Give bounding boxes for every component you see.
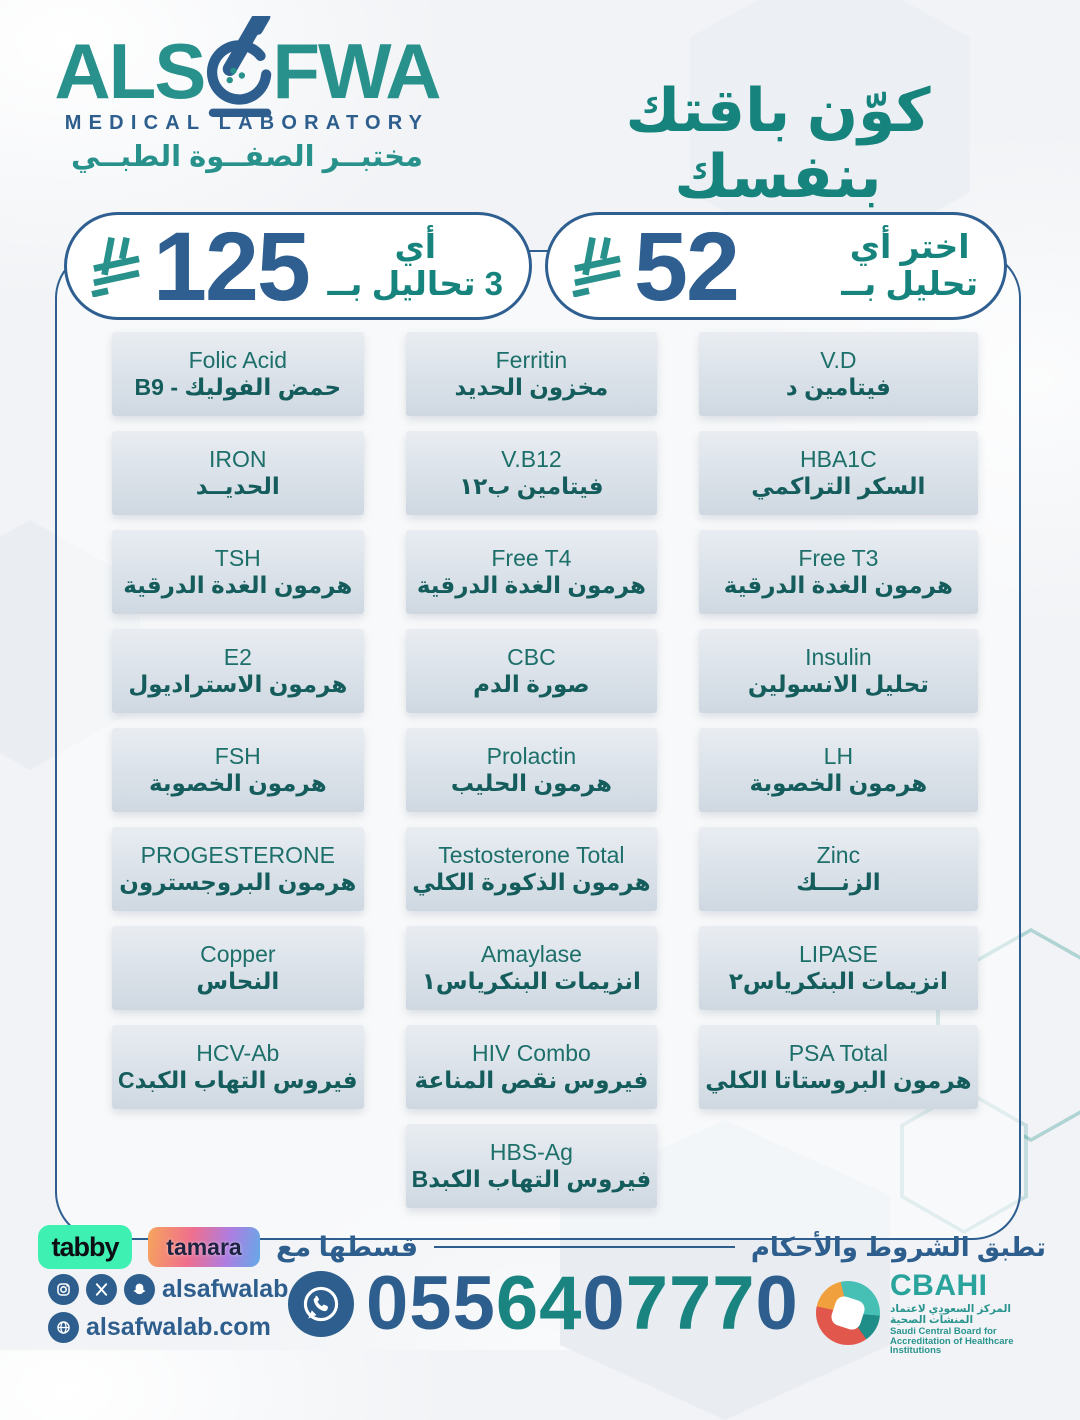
test-name-ar: هرمون الاستراديول	[128, 670, 348, 697]
test-name-ar: هرمون الغدة الدرقية	[123, 571, 353, 598]
logo-subtitle: MEDICAL LABORATORY	[64, 112, 430, 134]
test-name-ar: فيتامين د	[785, 373, 891, 400]
test-card	[112, 728, 364, 812]
test-name-ar: هرمون البروجسترون	[119, 868, 357, 895]
test-card	[112, 530, 364, 614]
test-card	[406, 827, 658, 911]
test-card	[112, 332, 364, 416]
logo-text-left: ALS	[54, 26, 205, 115]
test-name-ar: هرمون الغدة الدرقية	[723, 571, 953, 598]
phone-digit: 5	[409, 1261, 453, 1346]
test-name-en: LH	[823, 742, 854, 769]
test-name-ar: الزنـــك	[796, 868, 881, 895]
test-card	[406, 1124, 658, 1208]
test-name-ar: السكر التراكمي	[751, 472, 926, 499]
cbahi-logo-icon	[816, 1281, 880, 1345]
phone-digit: 5	[452, 1261, 496, 1346]
terms-note: تطبق الشروط والأحكام	[750, 1231, 1046, 1262]
test-name-en: FSH	[214, 742, 261, 769]
test-card	[112, 926, 364, 1010]
cbahi-arabic-line: المركز السعودي لاعتماد المنشآت الصحية	[890, 1302, 1011, 1326]
test-name-en: LIPASE	[798, 940, 878, 967]
cbahi-text	[890, 1270, 1052, 1356]
test-name-ar: انزيمات البنكرياس١	[421, 967, 641, 994]
test-name-en: HBA1C	[800, 445, 877, 472]
test-name-en: IRON	[209, 445, 267, 472]
globe-icon	[48, 1312, 79, 1343]
test-card	[699, 431, 977, 515]
test-name-en: CBC	[507, 643, 556, 670]
phone-digit: 4	[539, 1261, 583, 1346]
phone-digit: 0	[755, 1261, 799, 1346]
divider-line	[434, 1246, 735, 1248]
phone-digit: 6	[495, 1261, 540, 1346]
test-name-en: PROGESTERONE	[140, 841, 335, 868]
offer-price: 52	[634, 211, 738, 321]
test-card	[699, 332, 977, 416]
test-name-en: Free T3	[798, 544, 879, 571]
test-name-ar: هرمون الخصوبة	[148, 769, 327, 796]
offer-badge-three-tests	[64, 212, 532, 320]
tests-grid	[112, 332, 972, 1208]
test-name-ar: حمض الفوليك - B9	[134, 373, 342, 400]
test-name-en: Folic Acid	[188, 346, 288, 373]
microscope-icon	[198, 16, 282, 120]
test-name-ar: هرمون الذكورة الكلي	[412, 868, 651, 895]
tabby-logo: tabby	[38, 1225, 132, 1269]
offer-label-line1: أي	[394, 228, 437, 266]
cbahi-name: CBAHI	[890, 1269, 988, 1302]
lab-logo	[52, 10, 442, 174]
phone-digit: 0	[366, 1261, 410, 1346]
saudi-riyal-icon	[89, 235, 143, 297]
test-name-ar: انزيمات البنكرياس٢	[728, 967, 948, 994]
test-name-en: E2	[223, 643, 252, 670]
phone-digit: 7	[668, 1261, 713, 1346]
phone-block[interactable]	[288, 1261, 799, 1346]
lab-logo-wordmark	[52, 10, 442, 115]
website-row	[48, 1312, 288, 1343]
test-name-en: Prolactin	[486, 742, 577, 769]
test-card	[699, 827, 977, 911]
tamara-logo: tamara	[148, 1227, 260, 1267]
phone-number[interactable]	[366, 1261, 799, 1346]
test-card	[699, 629, 977, 713]
test-name-ar: تحليل الانسولين	[747, 670, 929, 697]
social-row	[48, 1274, 288, 1305]
test-card	[112, 629, 364, 713]
snapchat-icon[interactable]	[124, 1274, 155, 1305]
cbahi-accreditation	[816, 1270, 1052, 1356]
installment-label: قسطها مع	[276, 1231, 419, 1262]
test-name-ar: صورة الدم	[473, 670, 590, 697]
saudi-riyal-icon	[570, 235, 624, 297]
test-name-ar: فيروس التهاب الكبدC	[118, 1066, 358, 1093]
phone-digit: 7	[712, 1261, 756, 1346]
logo-subtitle-arabic: مختبــر الصفــوة الطبــي	[71, 141, 423, 173]
test-name-ar: فيروس التهاب الكبدB	[411, 1165, 652, 1192]
test-name-ar: فيتامين ب١٢	[459, 472, 604, 499]
campaign-slogan: كوّن باقتك بنفسك	[625, 77, 931, 210]
offer-price: 125	[153, 211, 309, 321]
test-card	[699, 926, 977, 1010]
offer-label	[327, 229, 509, 303]
test-card	[406, 629, 658, 713]
test-card	[112, 1025, 364, 1109]
test-name-en: Amaylase	[480, 940, 582, 967]
offer-label-line1: اختر أي	[849, 228, 970, 266]
test-name-ar: مخزون الحديد	[454, 373, 609, 400]
phone-digit: 0	[582, 1261, 626, 1346]
test-card	[406, 332, 658, 416]
test-name-ar: النحاس	[196, 967, 280, 994]
test-card	[699, 1025, 977, 1109]
test-card	[406, 926, 658, 1010]
offer-label-line2: تحليل بــ	[841, 265, 978, 302]
test-name-en: HIV Combo	[471, 1039, 591, 1066]
test-name-en: PSA Total	[788, 1039, 889, 1066]
test-card	[699, 530, 977, 614]
logo-text-right: FWA	[272, 26, 440, 115]
website-url[interactable]: alsafwalab.com	[86, 1313, 271, 1341]
test-name-en: Insulin	[805, 643, 872, 670]
cbahi-english-line: Saudi Central Board for Accreditation of Healthcare Institutions	[890, 1325, 1014, 1357]
test-card	[112, 827, 364, 911]
test-name-en: HBS-Ag	[489, 1138, 573, 1165]
test-name-en: V.D	[820, 346, 857, 373]
test-name-ar: هرمون البروستاتا الكلي	[705, 1066, 972, 1093]
instagram-icon[interactable]	[48, 1274, 79, 1305]
offer-label	[841, 229, 984, 303]
test-card	[112, 431, 364, 515]
test-card	[406, 1025, 658, 1109]
contact-block	[48, 1274, 288, 1343]
test-name-ar: هرمون الغدة الدرقية	[416, 571, 646, 598]
phone-digit: 7	[625, 1261, 669, 1346]
test-name-en: Zinc	[816, 841, 861, 868]
test-name-en: Testosterone Total	[438, 841, 625, 868]
test-card	[406, 431, 658, 515]
whatsapp-icon	[288, 1271, 354, 1337]
offer-badge-single-test	[545, 212, 1007, 320]
test-name-ar: الحديــد	[195, 472, 280, 499]
social-handle[interactable]: alsafwalab	[162, 1275, 289, 1303]
test-name-ar: هرمون الحليب	[450, 769, 612, 796]
x-twitter-icon[interactable]	[86, 1274, 117, 1305]
test-name-en: HCV-Ab	[196, 1039, 280, 1066]
test-name-ar: فيروس نقص المناعة	[414, 1066, 649, 1093]
test-name-en: Free T4	[491, 544, 572, 571]
test-name-en: TSH	[214, 544, 261, 571]
test-name-ar: هرمون الخصوبة	[749, 769, 928, 796]
test-name-en: Ferritin	[495, 346, 568, 373]
test-card	[406, 728, 658, 812]
test-name-en: V.B12	[501, 445, 562, 472]
test-name-en: Copper	[200, 940, 276, 967]
offer-label-line2: 3 تحاليل بــ	[327, 265, 503, 302]
test-card	[406, 530, 658, 614]
test-card	[699, 728, 977, 812]
